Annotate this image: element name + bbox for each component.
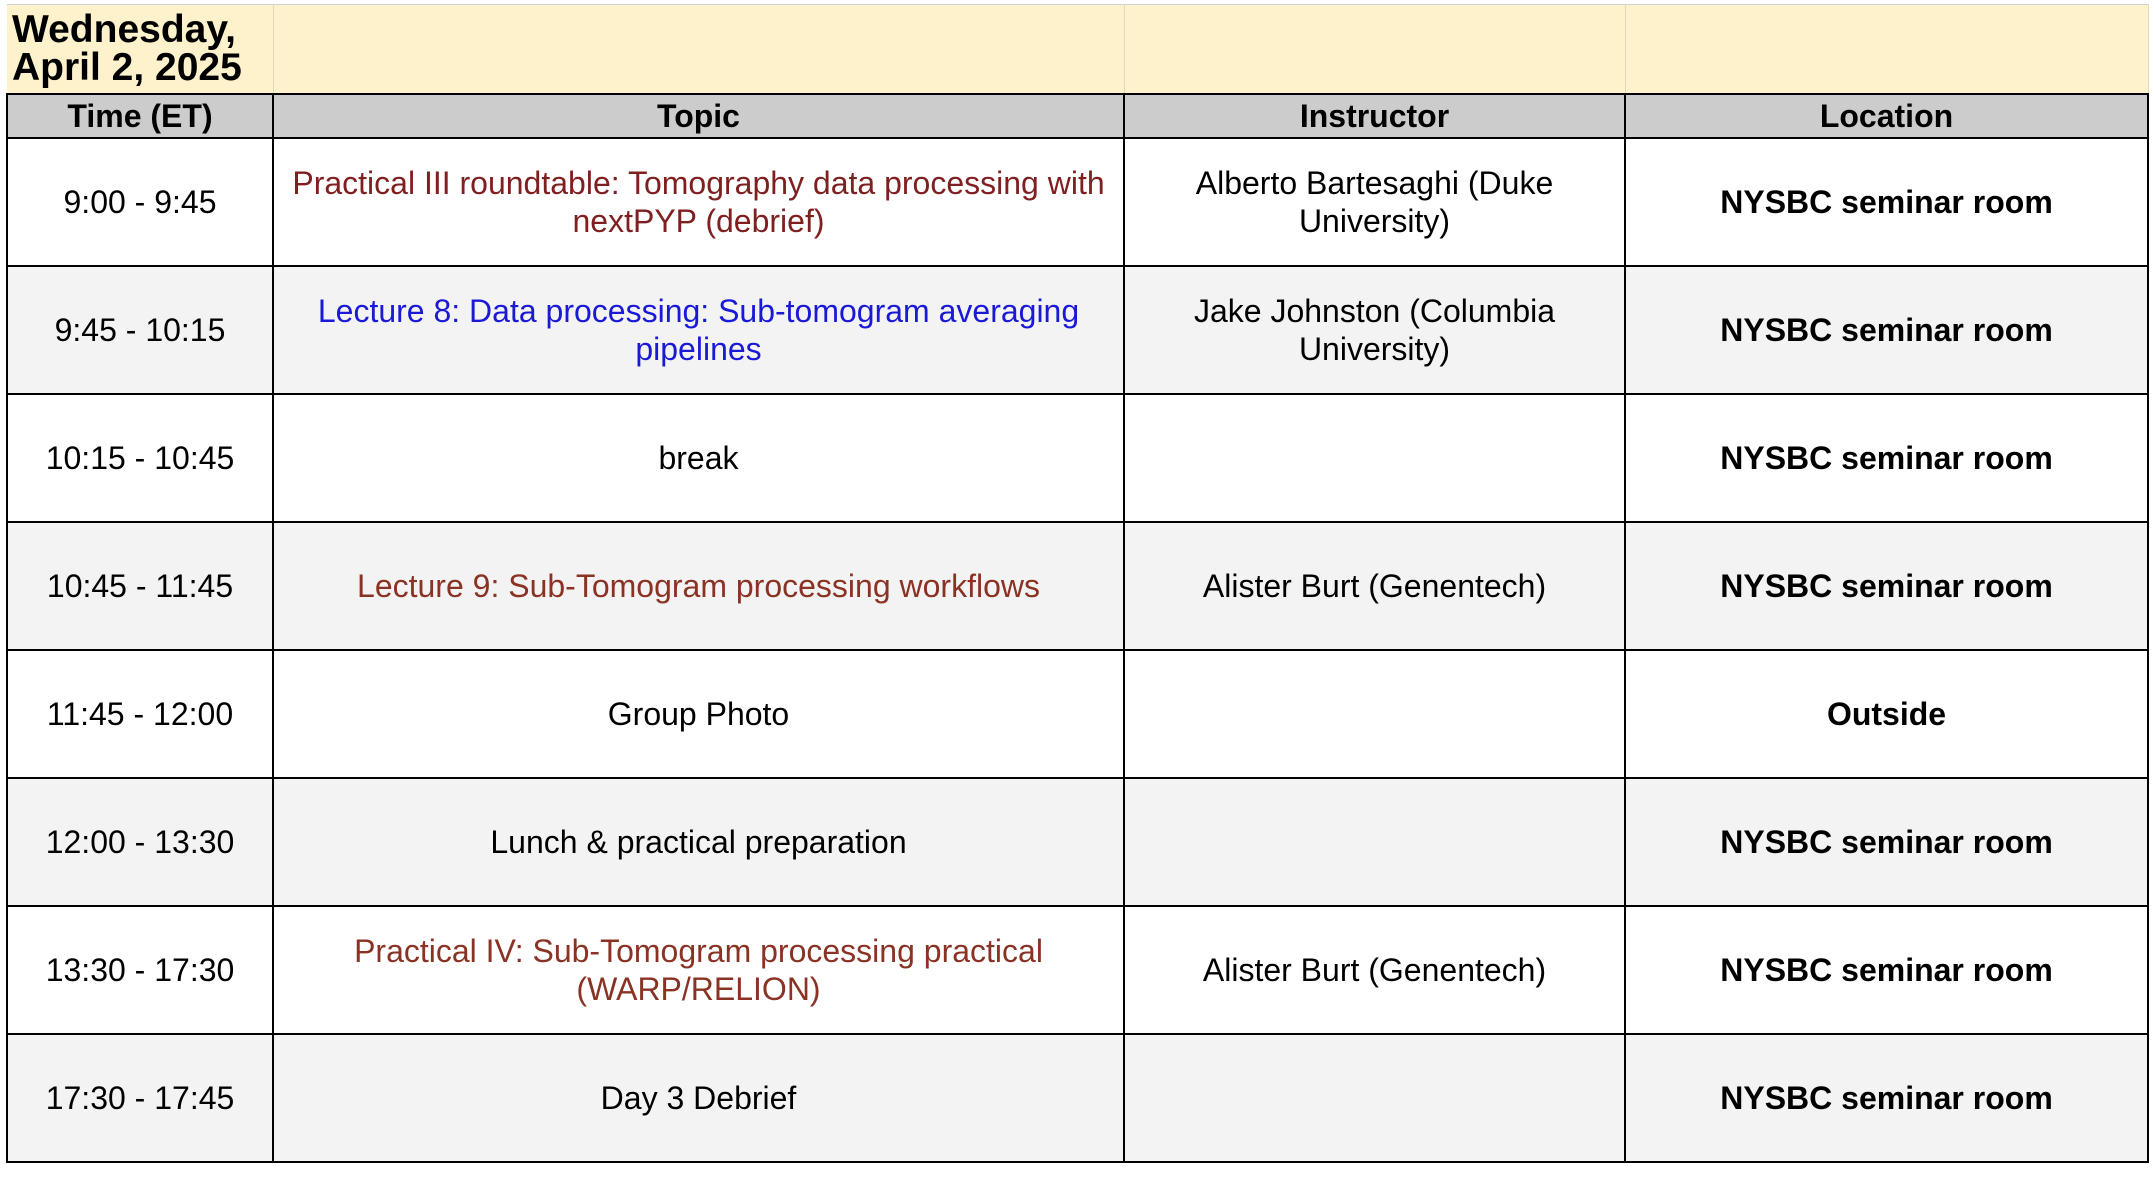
instructor-cell[interactable]: Alister Burt (Genentech) <box>1124 906 1625 1034</box>
time-cell[interactable]: 13:30 - 17:30 <box>7 906 273 1034</box>
schedule-sheet <box>6 4 2147 1163</box>
instructor-cell[interactable]: Alister Burt (Genentech) <box>1124 522 1625 650</box>
header-topic[interactable]: Topic <box>273 94 1124 138</box>
day-title[interactable]: Wednesday, April 2, 2025 <box>7 5 273 95</box>
table-row <box>7 522 2148 650</box>
header-row <box>7 94 2148 138</box>
table-row <box>7 778 2148 906</box>
title-row <box>7 5 2148 95</box>
location-cell[interactable]: NYSBC seminar room <box>1625 522 2148 650</box>
header-time[interactable]: Time (ET) <box>7 94 273 138</box>
topic-cell[interactable]: Practical IV: Sub-Tomogram processing practical (WARP/RELION) <box>273 906 1124 1034</box>
topic-cell[interactable]: Practical III roundtable: Tomography data processing with nextPYP (debrief) <box>273 138 1124 266</box>
instructor-cell[interactable] <box>1124 778 1625 906</box>
table-row <box>7 394 2148 522</box>
location-cell[interactable]: Outside <box>1625 650 2148 778</box>
location-cell[interactable]: NYSBC seminar room <box>1625 778 2148 906</box>
instructor-cell[interactable] <box>1124 1034 1625 1162</box>
time-cell[interactable]: 10:15 - 10:45 <box>7 394 273 522</box>
time-cell[interactable]: 11:45 - 12:00 <box>7 650 273 778</box>
instructor-cell[interactable]: Alberto Bartesaghi (Duke University) <box>1124 138 1625 266</box>
instructor-cell[interactable] <box>1124 394 1625 522</box>
time-cell[interactable]: 12:00 - 13:30 <box>7 778 273 906</box>
table-row <box>7 1034 2148 1162</box>
table-row <box>7 138 2148 266</box>
instructor-cell[interactable] <box>1124 650 1625 778</box>
location-cell[interactable]: NYSBC seminar room <box>1625 138 2148 266</box>
time-cell[interactable]: 9:45 - 10:15 <box>7 266 273 394</box>
title-cell-blank[interactable] <box>1625 5 2148 95</box>
schedule-table <box>6 4 2149 1163</box>
location-cell[interactable]: NYSBC seminar room <box>1625 266 2148 394</box>
table-row <box>7 266 2148 394</box>
header-instructor[interactable]: Instructor <box>1124 94 1625 138</box>
topic-cell[interactable]: Lecture 8: Data processing: Sub-tomogram averaging pipelines <box>273 266 1124 394</box>
location-cell[interactable]: NYSBC seminar room <box>1625 1034 2148 1162</box>
location-cell[interactable]: NYSBC seminar room <box>1625 906 2148 1034</box>
topic-cell[interactable]: Lecture 9: Sub-Tomogram processing workflows <box>273 522 1124 650</box>
table-row <box>7 650 2148 778</box>
location-cell[interactable]: NYSBC seminar room <box>1625 394 2148 522</box>
time-cell[interactable]: 17:30 - 17:45 <box>7 1034 273 1162</box>
topic-cell[interactable]: Day 3 Debrief <box>273 1034 1124 1162</box>
time-cell[interactable]: 10:45 - 11:45 <box>7 522 273 650</box>
time-cell[interactable]: 9:00 - 9:45 <box>7 138 273 266</box>
title-cell-blank[interactable] <box>1124 5 1625 95</box>
title-cell-blank[interactable] <box>273 5 1124 95</box>
table-row <box>7 906 2148 1034</box>
topic-cell[interactable]: break <box>273 394 1124 522</box>
topic-cell[interactable]: Lunch & practical preparation <box>273 778 1124 906</box>
instructor-cell[interactable]: Jake Johnston (Columbia University) <box>1124 266 1625 394</box>
header-location[interactable]: Location <box>1625 94 2148 138</box>
topic-cell[interactable]: Group Photo <box>273 650 1124 778</box>
